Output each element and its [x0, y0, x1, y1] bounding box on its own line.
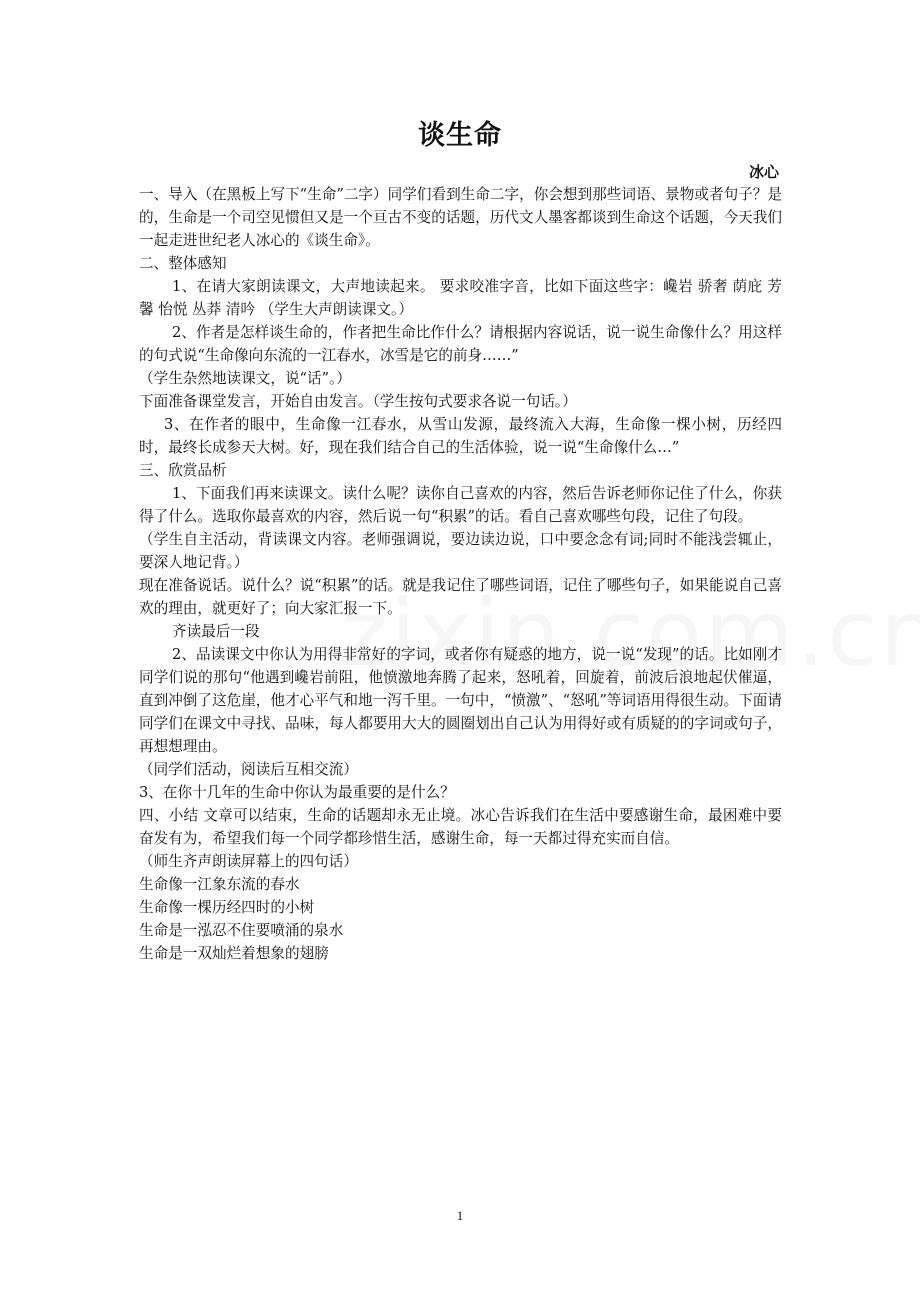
- paragraph: （学生自主活动，背读课文内容。老师强调说，要边读边说，口中要念念有词;同时不能浅尝辄止，要深人地记背。）: [139, 531, 782, 571]
- paragraph: 3、在作者的眼中，生命像一江春水，从雪山发源，最终流入大海，生命像一棵小树，历经四时，最终长成参天大树。好，现在我们结合自己的生活体验，说一说“生命像什么…”: [139, 416, 782, 456]
- paragraph: 一、导入（在黑板上写下“生命”二字）同学们看到生命二字，你会想到那些词语、景物或者句子？是的，生命是一个司空见惯但又是一个亘古不变的话题，历代文人墨客都谈到生命这个话题，今天我们一起走进世纪老人冰心的《谈生命》。: [139, 186, 782, 249]
- paragraph: 1、在请大家朗读课文，大声地读起来。 要求咬准字音，比如下面这些字：巉岩 骄奢 荫庇 芳馨 怡悦 丛莽 清吟 （学生大声朗读课文。）: [139, 278, 782, 318]
- paragraph: （师生齐声朗读屏幕上的四句话）: [139, 853, 358, 870]
- paragraph: 现在准备说话。说什么？说“积累”的话。就是我记住了哪些词语，记住了哪些句子，如果能说自己喜欢的理由，就更好了；向大家汇报一下。: [139, 577, 782, 617]
- paragraph: 2、品读课文中你认为用得非常好的字词，或者你有疑惑的地方，说一说“发现”的话。比如刚才同学们说的那句“他遇到巉岩前阻，他愤激地奔腾了起来，怒吼着，回旋着，前波后浪地起伏催逼，直到冲倒了这危崖，他才心平气和地一泻千里。一句中，“愤激”、“怒吼”等词语用得很生动。下面请同学们在课文中寻找、品味，每人都要用大大的圆圈划出自己认为用得好或有质疑的的字词或句子，再想想理由。: [139, 646, 782, 755]
- page-number: 1: [456, 1208, 464, 1223]
- document-body: [139, 183, 782, 965]
- section-heading: 二、整体感知: [139, 255, 227, 272]
- paragraph: 下面准备课堂发言，开始自由发言。（学生按句式要求各说一句话。）: [139, 393, 577, 410]
- list-item: 生命像一棵历经四时的小树: [139, 899, 315, 916]
- section-heading: 三、欣赏品析: [139, 462, 227, 479]
- paragraph: 3、在你十几年的生命中你认为最重要的是什么？: [139, 784, 455, 801]
- list-item: 生命像一江象东流的春水: [139, 876, 300, 893]
- paragraph: （同学们活动，阅读后互相交流）: [139, 761, 358, 778]
- list-item: 生命是一双灿烂着想象的翅膀: [139, 945, 329, 962]
- paragraph: 齐读最后一段: [172, 623, 260, 640]
- document-author: 冰心: [748, 163, 779, 181]
- document-title: 谈生命: [418, 120, 502, 151]
- paragraph: （学生杂然地读课文，说“话”。）: [139, 370, 351, 387]
- list-item: 生命是一泓忍不住要喷涌的泉水: [139, 922, 344, 939]
- paragraph: 2、作者是怎样谈生命的，作者把生命比作什么？请根据内容说话，说一说生命像什么？用这样的句式说“生命像向东流的一江春水，冰雪是它的前身……”: [139, 324, 782, 364]
- section-heading: 四、小结 文章可以结束，生命的话题却永无止境。冰心告诉我们在生活中要感谢生命，最困难中要奋发有为，希望我们每一个同学都珍惜生活，感谢生命，每一天都过得充实而自信。: [139, 807, 782, 847]
- paragraph: 1、下面我们再来读课文。读什么呢？读你自己喜欢的内容，然后告诉老师你记住了什么，你获得了什么。选取你最喜欢的内容，然后说一句“积累”的话。看自己喜欢哪些句段，记住了句段。: [139, 485, 782, 525]
